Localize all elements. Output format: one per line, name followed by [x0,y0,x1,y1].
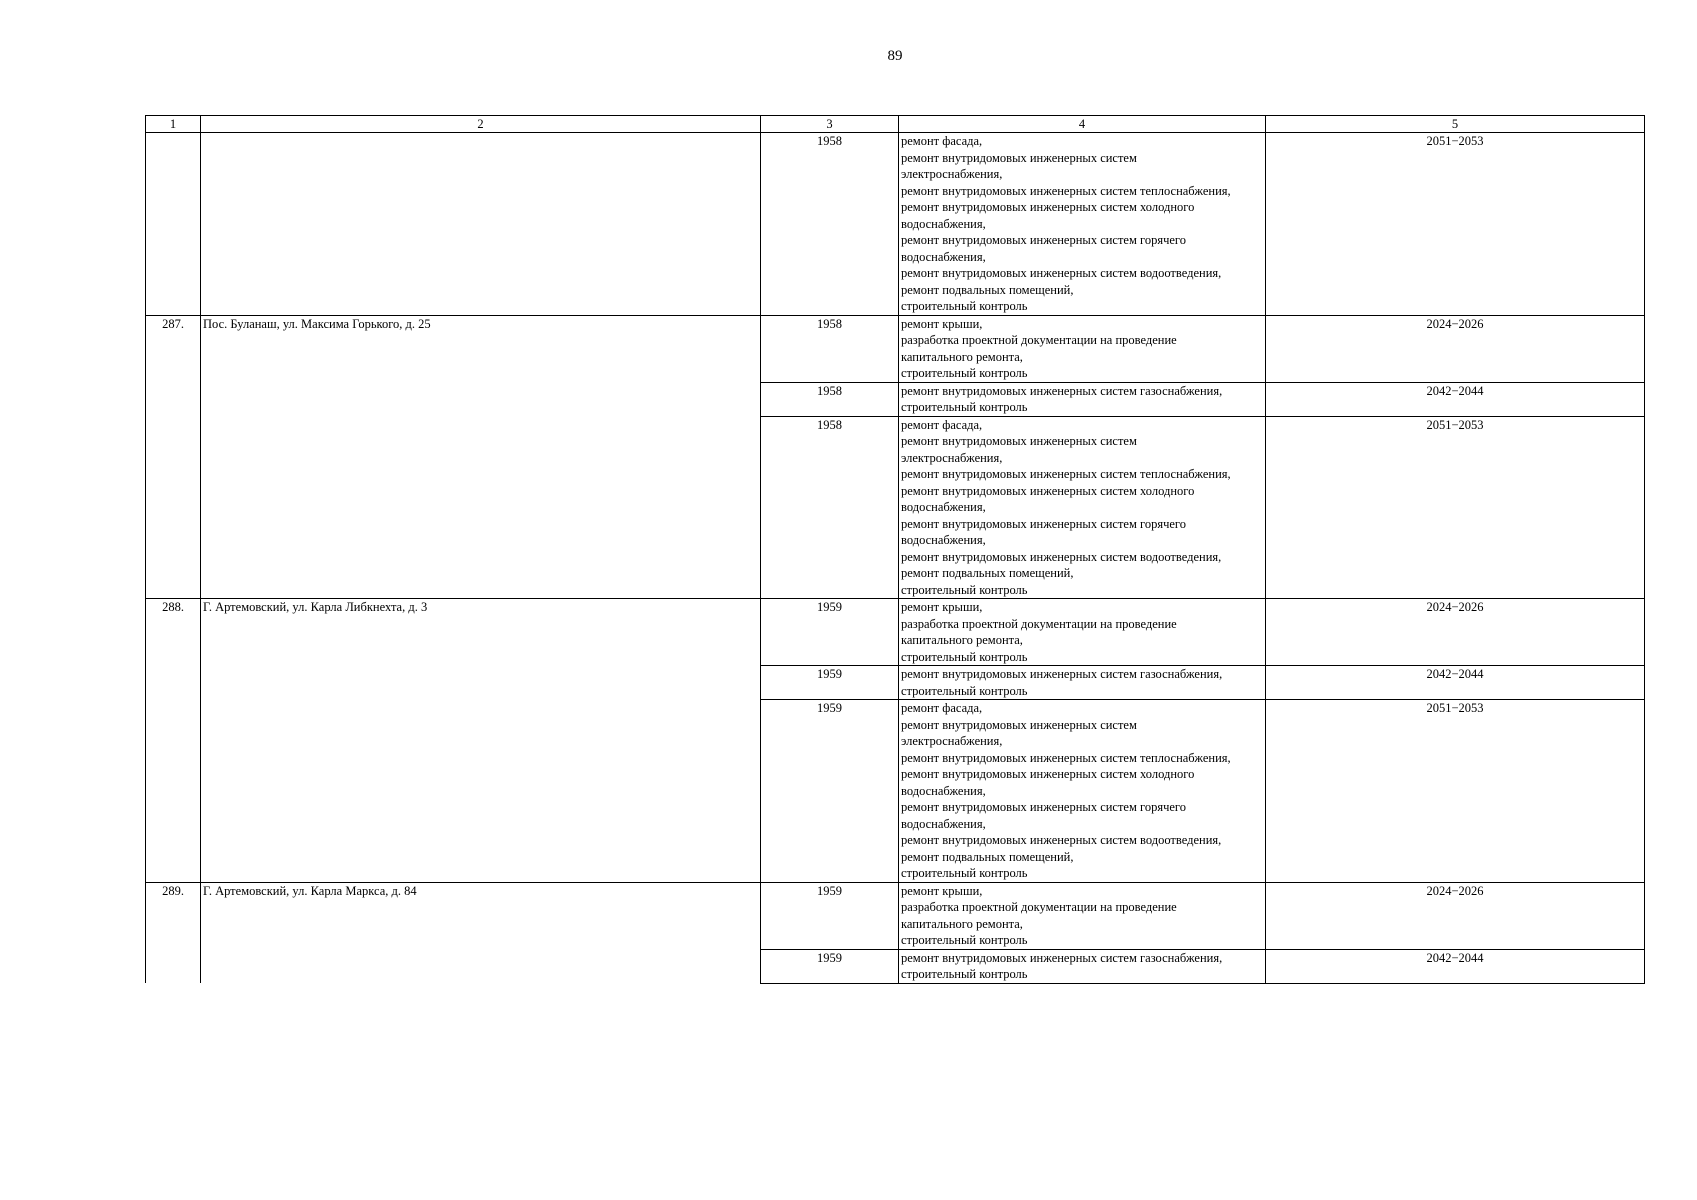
works-list [899,700,1266,883]
row-number: 289. [146,882,201,983]
work-item: строительный контроль [901,366,1028,380]
repair-period: 2042−2044 [1266,666,1645,700]
work-item: ремонт подвальных помещений, [901,282,1074,297]
work-item: строительный контроль [901,933,1028,947]
repair-period: 2051−2053 [1266,133,1645,316]
house-address: Г. Артемовский, ул. Карла Маркса, д. 84 [201,882,761,983]
work-item: ремонт фасада, [901,134,983,148]
work-item: водоснабжения, [901,816,986,831]
works-list [899,882,1266,949]
work-item: разработка проектной документации на проведение [901,616,1177,631]
work-item: строительный контроль [901,582,1028,597]
works-list [899,382,1266,416]
work-item: ремонт внутридомовых инженерных систем теплоснабжения, [901,750,1231,765]
build-year: 1958 [761,416,899,599]
table-row [146,599,1645,666]
works-list [899,416,1266,599]
work-item: ремонт внутридомовых инженерных систем [901,434,1137,448]
work-item: водоснабжения, [901,249,986,264]
repair-period: 2051−2053 [1266,416,1645,599]
work-item: ремонт подвальных помещений, [901,566,1074,580]
house-address: Пос. Буланаш, ул. Максима Горького, д. 25 [201,315,761,599]
work-item: ремонт внутридомовых инженерных систем холодного [901,767,1195,781]
work-item: водоснабжения, [901,533,986,547]
build-year: 1959 [761,666,899,700]
column-header: 2 [201,116,761,133]
work-item: ремонт внутридомовых инженерных систем газоснабжения, [901,383,1223,398]
work-item: ремонт подвальных помещений, [901,849,1074,864]
page-number: 89 [887,48,903,64]
work-item: электроснабжения, [901,734,1003,748]
work-item: ремонт внутридомовых инженерных систем теплоснабжения, [901,467,1231,481]
build-year: 1959 [761,882,899,949]
work-item: ремонт внутридомовых инженерных систем водоотведения, [901,549,1222,564]
repair-period: 2042−2044 [1266,949,1645,983]
build-year: 1958 [761,315,899,382]
house-address: Г. Артемовский, ул. Карла Либкнехта, д. 3 [201,599,761,883]
column-header: 5 [1266,116,1645,133]
work-item: капитального ремонта, [901,349,1023,364]
table-row [146,315,1645,382]
work-item: водоснабжения, [901,783,986,798]
work-item: строительный контроль [901,400,1028,414]
build-year: 1958 [761,382,899,416]
table-header-row [146,116,1645,133]
row-number [146,133,201,316]
work-item: ремонт внутридомовых инженерных систем холодного [901,200,1195,214]
build-year: 1959 [761,700,899,883]
build-year: 1959 [761,949,899,983]
work-item: строительный контроль [901,299,1028,313]
work-item: капитального ремонта, [901,633,1023,647]
work-item: ремонт внутридомовых инженерных систем газоснабжения, [901,950,1223,965]
works-list [899,599,1266,666]
table-row [146,882,1645,949]
repair-period: 2024−2026 [1266,599,1645,666]
work-item: строительный контроль [901,967,1028,981]
work-item: строительный контроль [901,866,1028,880]
work-item: ремонт внутридомовых инженерных систем [901,717,1137,732]
work-item: разработка проектной документации на проведение [901,333,1177,347]
work-item: электроснабжения, [901,450,1003,465]
work-item: водоснабжения, [901,216,986,231]
build-year: 1959 [761,599,899,666]
work-item: ремонт крыши, [901,600,983,614]
repair-schedule-table [145,115,1645,984]
row-number: 288. [146,599,201,883]
work-item: водоснабжения, [901,500,986,514]
work-item: ремонт внутридомовых инженерных систем теплоснабжения, [901,183,1231,198]
work-item: строительный контроль [901,683,1028,698]
column-header: 3 [761,116,899,133]
work-item: ремонт внутридомовых инженерных систем горячего [901,233,1186,247]
work-item: ремонт фасада, [901,701,983,715]
repair-period: 2024−2026 [1266,315,1645,382]
build-year: 1958 [761,133,899,316]
repair-period: 2051−2053 [1266,700,1645,883]
work-item: ремонт внутридомовых инженерных систем водоотведения, [901,833,1222,847]
works-list [899,315,1266,382]
work-item: разработка проектной документации на проведение [901,900,1177,914]
work-item: ремонт крыши, [901,316,983,331]
work-item: ремонт внутридомовых инженерных систем водоотведения, [901,266,1222,280]
repair-period: 2024−2026 [1266,882,1645,949]
column-header: 4 [899,116,1266,133]
work-item: ремонт внутридомовых инженерных систем [901,150,1137,165]
works-list [899,949,1266,983]
work-item: капитального ремонта, [901,916,1023,931]
column-header: 1 [146,116,201,133]
works-list [899,133,1266,316]
work-item: ремонт крыши, [901,883,983,898]
work-item: ремонт внутридомовых инженерных систем горячего [901,516,1186,531]
work-item: строительный контроль [901,649,1028,664]
row-number: 287. [146,315,201,599]
work-item: ремонт фасада, [901,417,983,432]
work-item: ремонт внутридомовых инженерных систем холодного [901,483,1195,498]
repair-period: 2042−2044 [1266,382,1645,416]
work-item: ремонт внутридомовых инженерных систем горячего [901,800,1186,814]
house-address [201,133,761,316]
work-item: электроснабжения, [901,167,1003,181]
table-row [146,133,1645,316]
work-item: ремонт внутридомовых инженерных систем газоснабжения, [901,667,1223,681]
works-list [899,666,1266,700]
